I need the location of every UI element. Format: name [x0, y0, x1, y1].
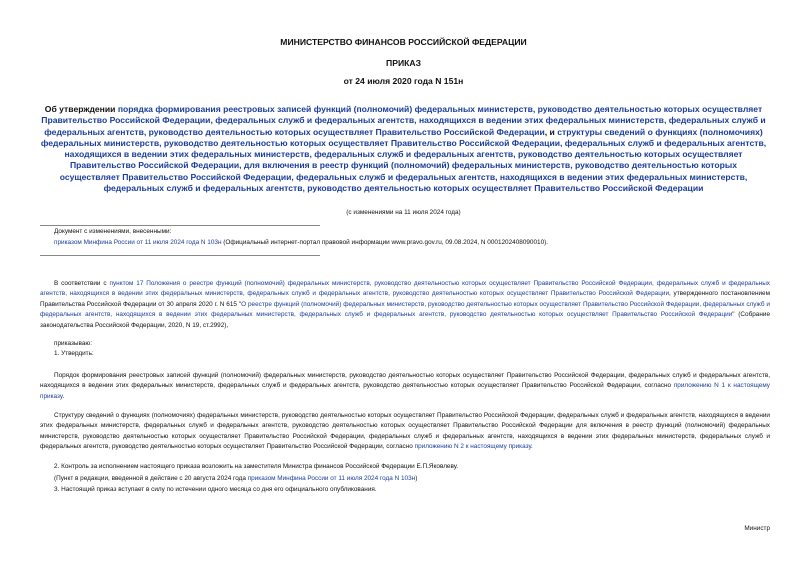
divider-bottom — [40, 255, 320, 256]
order-paragraph — [40, 371, 770, 402]
item-2-note-end: ) — [415, 475, 418, 482]
document-title — [40, 104, 767, 194]
doc-type-heading: ПРИКАЗ — [386, 58, 421, 68]
prikazyvayu-text: приказываю: — [54, 340, 92, 347]
revision-note: (с изменениями на 11 июля 2024 года) — [346, 209, 461, 216]
preamble-paragraph — [40, 279, 770, 331]
date-number-heading: от 24 июля 2020 года N 151н — [343, 76, 464, 86]
preamble-link-regulation[interactable]: пунктом 17 Положения о реестре функций (полномочий) федеральных министерств, руководство деятельностью которых осуществляет Правительство Российской Федерации, федеральных служб и федеральных агентств, находящихся в ведении этих федеральных министерств, федеральных служб и федеральных агентств, руководство деятельностью которых осуществляет Правительство Российской Федерации — [40, 280, 770, 298]
item-3-text: 3. Настоящий приказ вступает в силу по истечении одного месяца со дня его официального опубликования. — [54, 486, 377, 493]
changes-line — [54, 238, 774, 248]
preamble-link-resolution[interactable]: О реестре функций (полномочий) федеральных министерств, руководство деятельностью которых осуществляет Правительство Российской Федерации, федеральных служб и федеральных агентств, находящихся в ведении этих федеральных министерств, федеральных служб и федеральных агентств, руководство деятельностью которых осуществляет Правительство Российской Федерации — [40, 300, 770, 319]
title-link-order[interactable]: порядка формирования реестровых записей функций (полномочий) федеральных министерств, руководство деятельностью которых осуществляет Правительство Российской Федерации, федеральных служб и федеральных агентств, находящихся в ведении этих федеральных министерств, федеральных служб и федеральных агентств, руководство деятельностью которых осуществляет Правительство Российской Федерации — [41, 104, 766, 137]
appendix-1-link[interactable]: приложению N 1 к настоящему приказу — [40, 382, 770, 400]
title-link-structure[interactable]: структуры сведений о функциях (полномочиях) федеральных министерств, руководство деятельностью которых осуществляет Правительство Российской Федерации, федеральных служб и федеральных агентств, находящихся в ведении этих федеральных министерств, федеральных служб и федеральных агентств, руководство деятельностью которых осуществляет Правительство Российской Федерации, для включения в реестр функций (полномочий) федеральных министерств, руководство деятельностью которых осуществляет Правительство Российской Федерации, федеральных служб и федеральных агентств, находящихся в ведении этих федеральных министерств, федеральных служб и федеральных агентств, руководство деятельностью которых осуществляет Правительство Российской Федерации — [40, 126, 767, 194]
item-2-text: 2. Контроль за исполнением настоящего приказа возложить на заместителя Министра финансов Российской Федерации Е.П.Яковлеву. — [54, 463, 459, 470]
item-2-note — [40, 474, 770, 484]
order-end: . — [62, 392, 65, 400]
preamble-text-1: В соответствии с — [54, 280, 110, 287]
structure-end: . — [531, 443, 533, 451]
changes-rest: (Официальный интернет-портал правовой информации www.pravo.gov.ru, 09.08.2024, N 0001202408090010). — [221, 239, 549, 246]
order-text: Порядок формирования реестровых записей функций (полномочий) федеральных министерств, руководство деятельностью которых осуществляет Правительство Российской Федерации, федеральных служб и федеральных агентств, находящихся в ведении этих федеральных министерств, федеральных служб и федеральных агентств, руководство деятельностью которых осуществляет Правительство Российской Федерации, согласно — [40, 372, 770, 390]
structure-paragraph — [40, 411, 770, 453]
preamble-text-2: , утвержденного постановлением Правительства Российской Федерации от 30 апреля 2020 г. N 615 " — [40, 290, 770, 308]
title-middle: , и — [544, 126, 558, 137]
appendix-2-link[interactable]: приложению N 2 к настоящему приказу — [414, 443, 532, 451]
title-prefix: Об утверждении — [44, 104, 118, 114]
changes-label: Документ с изменениями, внесенными: — [54, 228, 172, 235]
preamble-text-3: " (Собрание законодательства Российской Федерации, 2020, N 19, ст.2992), — [40, 311, 771, 329]
item-2-note-text: (Пункт в редакции, введенной в действие с 20 августа 2024 года — [54, 475, 248, 482]
structure-text: Структуру сведений о функциях (полномочиях) федеральных министерств, руководство деятельностью которых осуществляет Правительство Российской Федерации, федеральных служб и федеральных агентств, находящихся в ведении этих федеральных министерств, федеральных служб и федеральных агентств, руководство деятельностью которых осуществляет Правительство Российской Федерации для включения в реестр функций (полномочий) федеральных министерств, руководство деятельностью которых осуществляет Правительство Российской Федерации, федеральных служб и федеральных агентств, находящихся в ведении этих федеральных министерств, федеральных служб и федеральных агентств, руководство деятельностью которых осуществляет Правительство Российской Федерации, согласно — [40, 412, 770, 451]
changes-link[interactable]: приказом Минфина России от 11 июля 2024 года N 103н — [54, 239, 222, 246]
signature-title: Министр — [744, 525, 770, 532]
item-1-text: 1. Утвердить: — [54, 350, 94, 357]
ministry-heading: МИНИСТЕРСТВО ФИНАНСОВ РОССИЙСКОЙ ФЕДЕРАЦИИ — [280, 37, 527, 47]
item-2-note-link[interactable]: приказом Минфина России от 11 июля 2024 года N 103н — [247, 475, 416, 482]
divider-top — [40, 225, 320, 226]
